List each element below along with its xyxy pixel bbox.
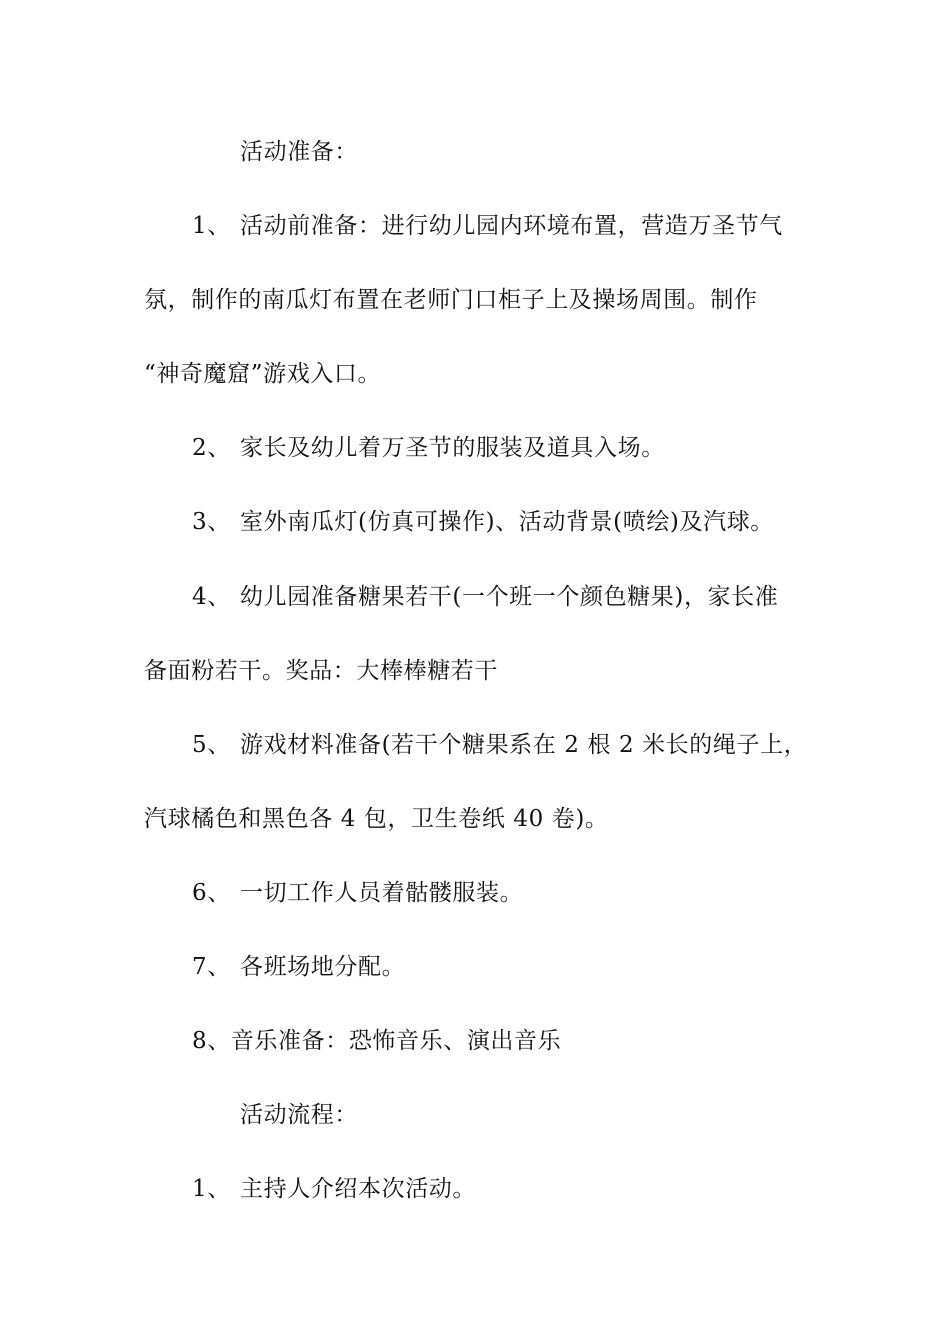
prep-item-7 — [192, 952, 862, 982]
prep-item-4-line-2: 备面粉若干。奖品：大棒棒糖若干 — [144, 658, 498, 684]
flow-item-1-number: 1、 — [192, 1176, 231, 1202]
prep-item-2 — [192, 433, 862, 463]
prep-item-7-number: 7、 — [192, 954, 231, 980]
prep-item-1-line-1 — [192, 211, 862, 241]
prep-item-6 — [192, 878, 862, 908]
prep-item-7-text: 各班场地分配。 — [240, 954, 406, 980]
section-title-flow: 活动流程： — [240, 1102, 358, 1128]
prep-item-5-number: 5、 — [192, 732, 231, 758]
prep-item-1-number: 1、 — [192, 213, 231, 239]
prep-item-6-text: 一切工作人员着骷髅服装。 — [240, 880, 524, 906]
prep-item-2-text: 家长及幼儿着万圣节的服装及道具入场。 — [240, 435, 665, 461]
prep-item-2-number: 2、 — [192, 435, 231, 461]
prep-item-5-line-1 — [192, 730, 862, 760]
prep-item-1-text: 活动前准备：进行幼儿园内环境布置，营造万圣节气 — [240, 213, 783, 239]
prep-item-6-number: 6、 — [192, 880, 231, 906]
prep-item-5-text: 游戏材料准备(若干个糖果系在 2 根 2 米长的绳子上， — [240, 732, 808, 758]
prep-item-3-number: 3、 — [192, 509, 231, 535]
prep-item-1-line-2: 氛，制作的南瓜灯布置在老师门口柜子上及操场周围。制作 — [144, 287, 758, 313]
flow-item-1-text: 主持人介绍本次活动。 — [240, 1176, 476, 1202]
prep-item-3 — [192, 507, 862, 537]
prep-item-3-text: 室外南瓜灯(仿真可操作)、活动背景(喷绘)及汽球。 — [240, 509, 774, 535]
prep-item-4-line-1 — [192, 582, 862, 612]
prep-item-8: 8、音乐准备：恐怖音乐、演出音乐 — [192, 1028, 562, 1054]
prep-item-4-number: 4、 — [192, 584, 231, 610]
section-title-preparation: 活动准备： — [240, 139, 358, 165]
flow-item-1 — [192, 1174, 862, 1204]
prep-item-1-line-3: “神奇魔窟”游戏入口。 — [144, 361, 382, 387]
prep-item-5-line-2: 汽球橘色和黑色各 4 包，卫生卷纸 40 卷)。 — [144, 806, 609, 832]
prep-item-4-text: 幼儿园准备糖果若干(一个班一个颜色糖果)，家长准 — [240, 584, 779, 610]
